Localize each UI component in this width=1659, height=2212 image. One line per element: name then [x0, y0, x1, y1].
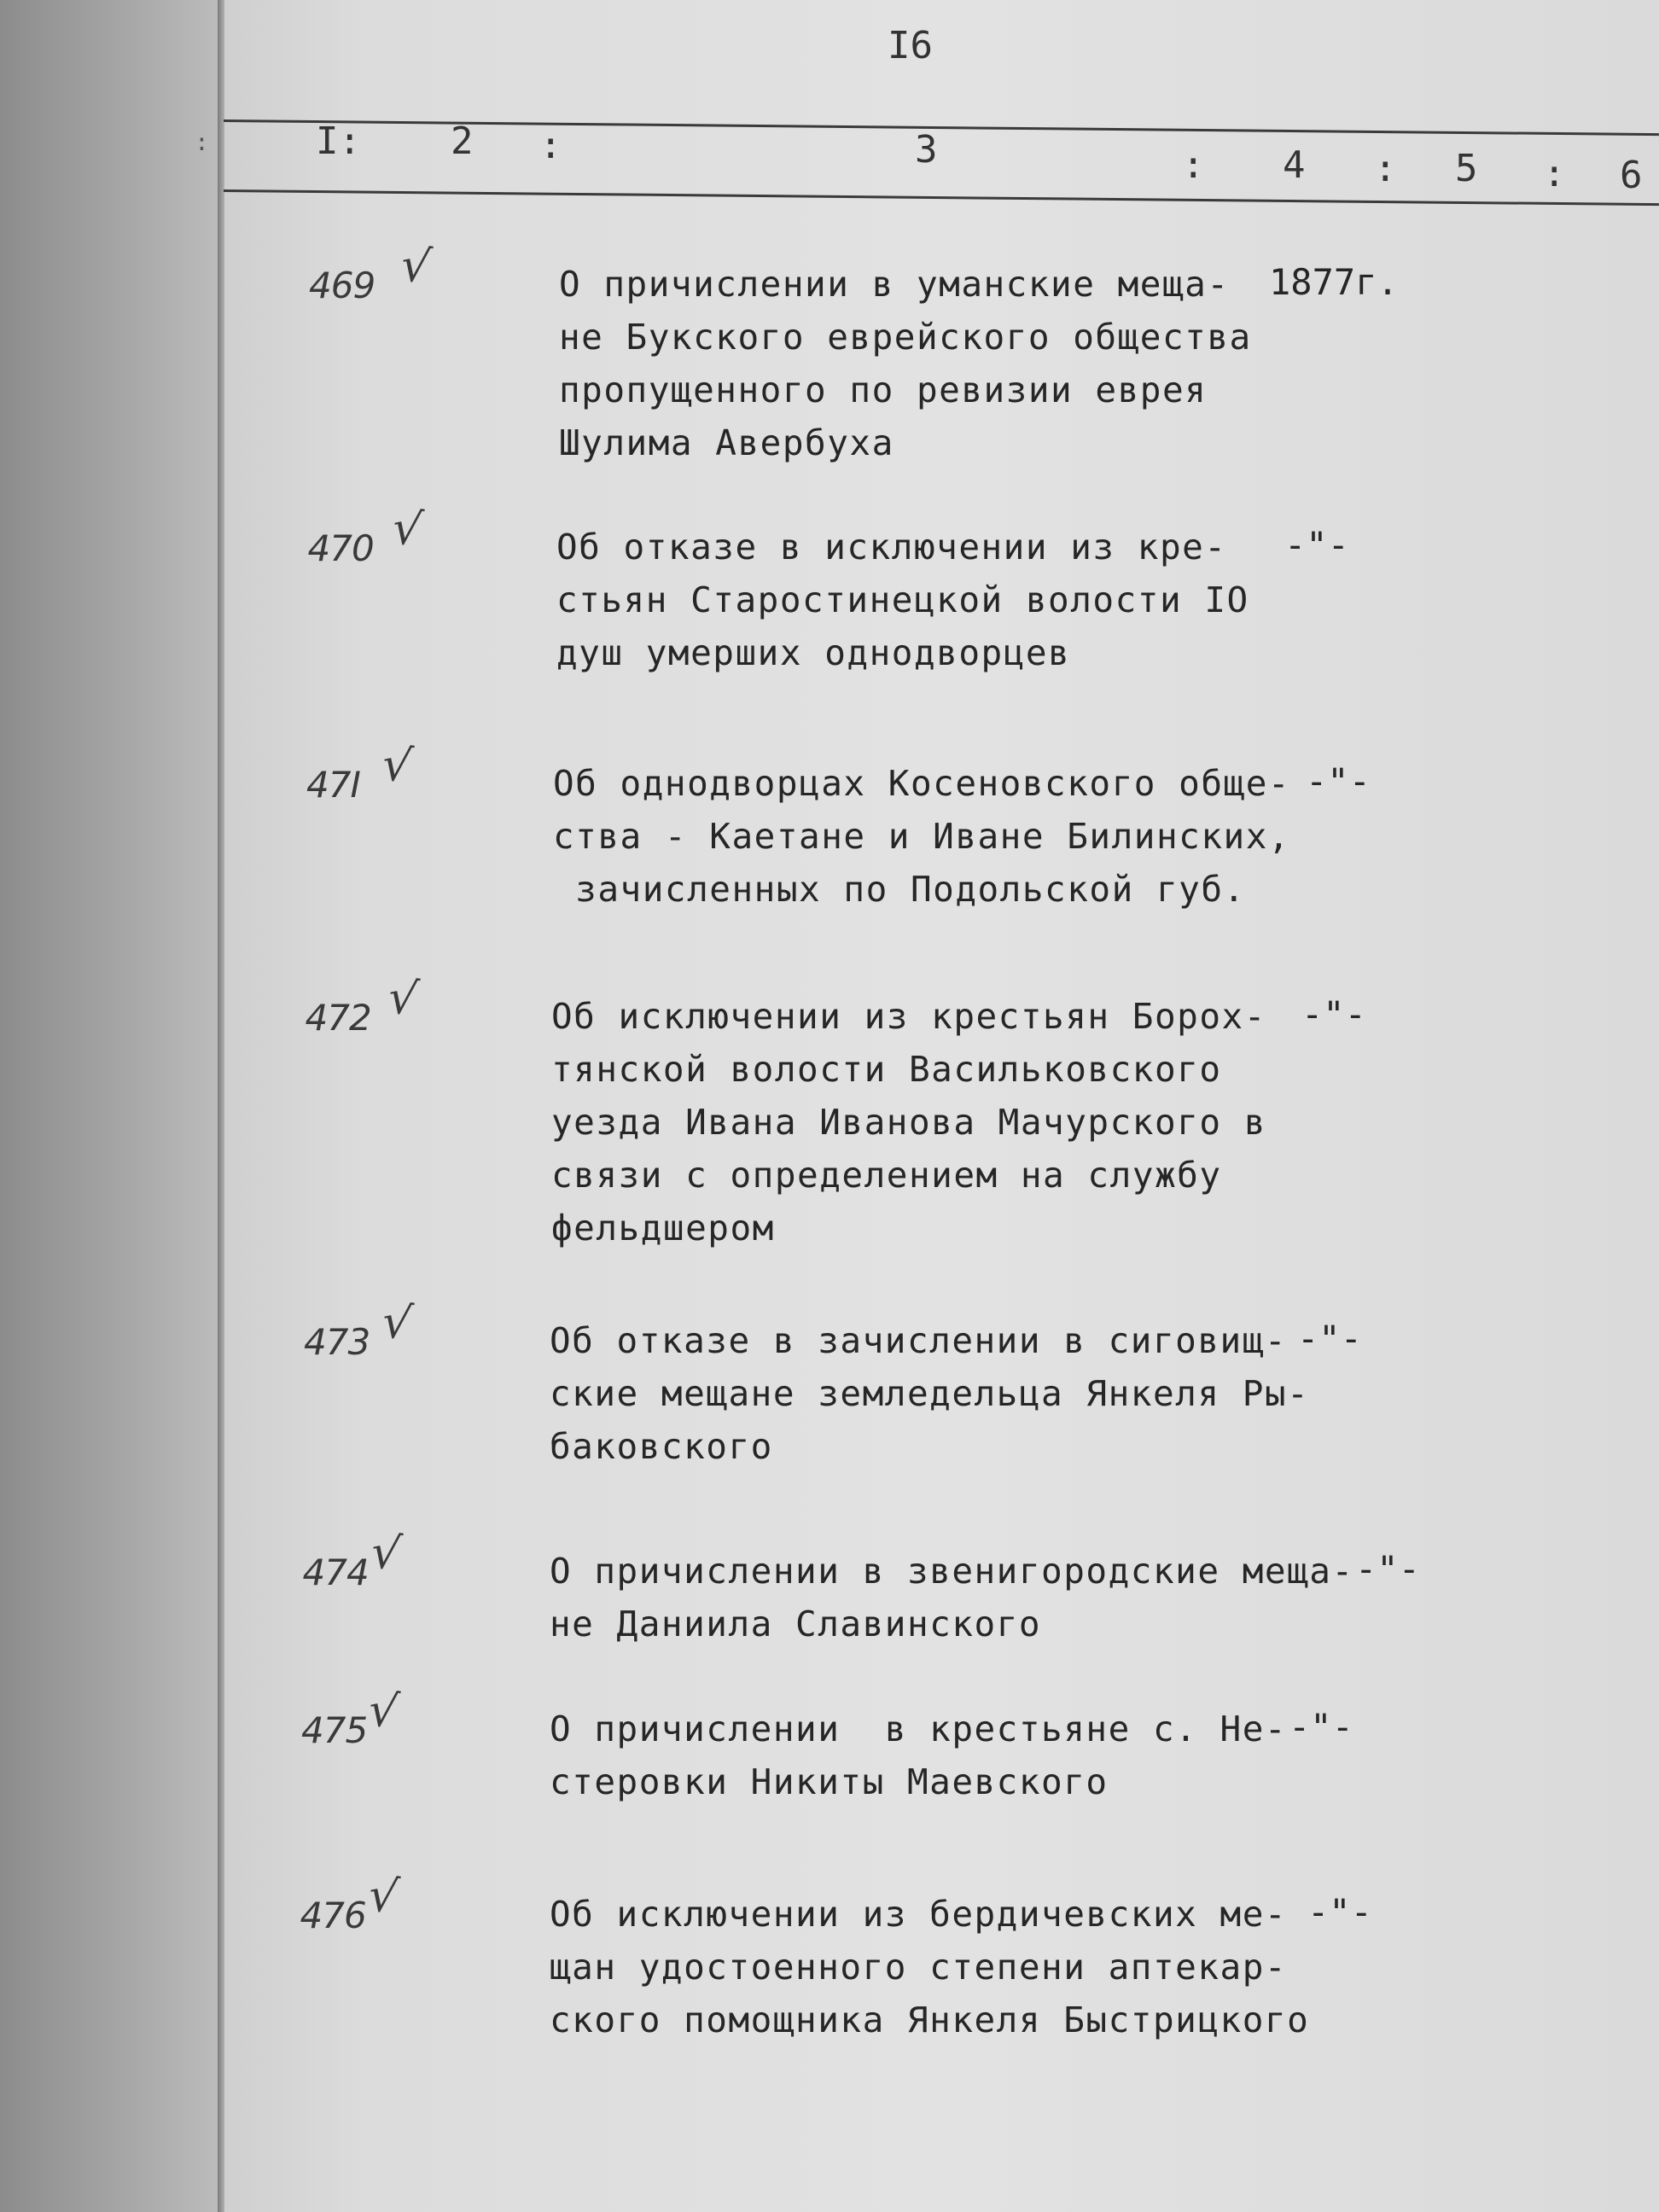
entry-number: 475: [301, 1709, 368, 1751]
column-header-8: 5: [1455, 147, 1478, 190]
entry-text-line: Об отказе в зачислении в сиговищ-: [550, 1320, 1288, 1361]
entry-text-line: пропущенного по ревизии еврея: [559, 370, 1208, 410]
entry-date: 1877г.: [1269, 261, 1399, 303]
entry-date: -"-: [1289, 1706, 1353, 1748]
column-header-10: 6: [1620, 154, 1643, 197]
entry-text: [559, 258, 1327, 469]
check-mark-icon: √: [378, 1293, 416, 1352]
check-mark-icon: √: [364, 1681, 402, 1740]
entry-text-line: ского помощника Янкеля Быстрицкого: [550, 2000, 1310, 2040]
entry-text-line: баковского: [550, 1426, 773, 1467]
entry-text-line: связи с определением на службу: [551, 1155, 1222, 1196]
entry-text-line: О причислении в крестьяне с. Не-: [550, 1708, 1288, 1749]
entry-text-line: тянской волости Васильковского: [551, 1049, 1222, 1090]
entry-text: [553, 757, 1321, 916]
entry-text-line: ства - Каетане и Иване Билинских,: [553, 816, 1291, 857]
entry-number: 469: [309, 265, 375, 306]
column-header-5: :: [1182, 143, 1205, 187]
entry-text: [550, 1545, 1354, 1650]
check-mark-icon: √: [378, 736, 416, 795]
column-header-3: :: [539, 124, 562, 167]
entry-text-line: Об исключении из крестьян Борох-: [551, 996, 1266, 1037]
entry-date: -"-: [1306, 760, 1371, 802]
entry-text-line: не Букского еврейского общества: [559, 317, 1252, 358]
check-mark-icon: √: [388, 499, 426, 558]
entry-number: 470: [307, 527, 374, 569]
entry-text-line: ские мещане земледельца Янкеля Ры-: [550, 1373, 1310, 1414]
column-header-6: 4: [1283, 143, 1306, 187]
entry-date: -"-: [1307, 1891, 1372, 1933]
page-edge: [218, 0, 224, 2212]
entry-text: [550, 1703, 1318, 1808]
entry-date: -"-: [1284, 524, 1349, 566]
entry-text-line: зачисленных по Подольской губ.: [553, 869, 1246, 910]
entry-text-line: душ умерших однодворцев: [556, 632, 1071, 673]
entry-text-line: Об исключении из бердичевских ме-: [550, 1894, 1288, 1935]
entry-text-line: щан удостоенного степени аптекар-: [550, 1947, 1288, 1988]
entry-text-line: Об однодворцах Косеновского обще-: [553, 763, 1291, 804]
entry-text-line: не Даниила Славинского: [550, 1604, 1042, 1644]
check-mark-icon: √: [364, 1866, 402, 1925]
column-header-7: :: [1374, 147, 1397, 190]
entry-text-line: стеровки Никиты Маевского: [550, 1761, 1109, 1802]
entry-number: 476: [300, 1895, 366, 1936]
column-header-2: 2: [451, 119, 474, 163]
entry-number: 47I: [306, 764, 360, 806]
entry-text-line: О причислении в уманские меща-: [559, 264, 1230, 305]
column-header-1: I:: [316, 119, 361, 163]
entry-text-line: О причислении в звенигородские меща-: [550, 1551, 1354, 1592]
entry-number: 474: [302, 1551, 369, 1593]
entry-text: [551, 990, 1319, 1254]
entry-text: [556, 521, 1324, 679]
left-margin: [0, 0, 224, 2212]
check-mark-icon: √: [367, 1523, 405, 1582]
entry-number: 473: [304, 1321, 370, 1363]
column-header-9: :: [1543, 152, 1566, 195]
entry-text-line: стьян Старостинецкой волости IO: [556, 579, 1249, 620]
entry-text: [550, 1314, 1318, 1473]
entry-text-line: Шулима Авербуха: [559, 422, 894, 463]
entry-date: -"-: [1301, 993, 1366, 1035]
page-number: I6: [888, 24, 933, 67]
entry-text: [550, 1888, 1318, 2046]
column-header-4: 3: [915, 128, 938, 172]
entry-text-line: Об отказе в исключении из кре-: [556, 527, 1227, 568]
entry-date: -"-: [1355, 1548, 1420, 1590]
entry-date: -"-: [1297, 1318, 1362, 1359]
check-mark-icon: √: [397, 236, 434, 295]
margin-mark: :: [195, 128, 209, 156]
entry-number: 472: [305, 997, 371, 1039]
entry-text-line: фельдшером: [551, 1208, 775, 1249]
entry-text-line: уезда Ивана Иванова Мачурского в: [551, 1102, 1266, 1143]
check-mark-icon: √: [384, 969, 422, 1027]
